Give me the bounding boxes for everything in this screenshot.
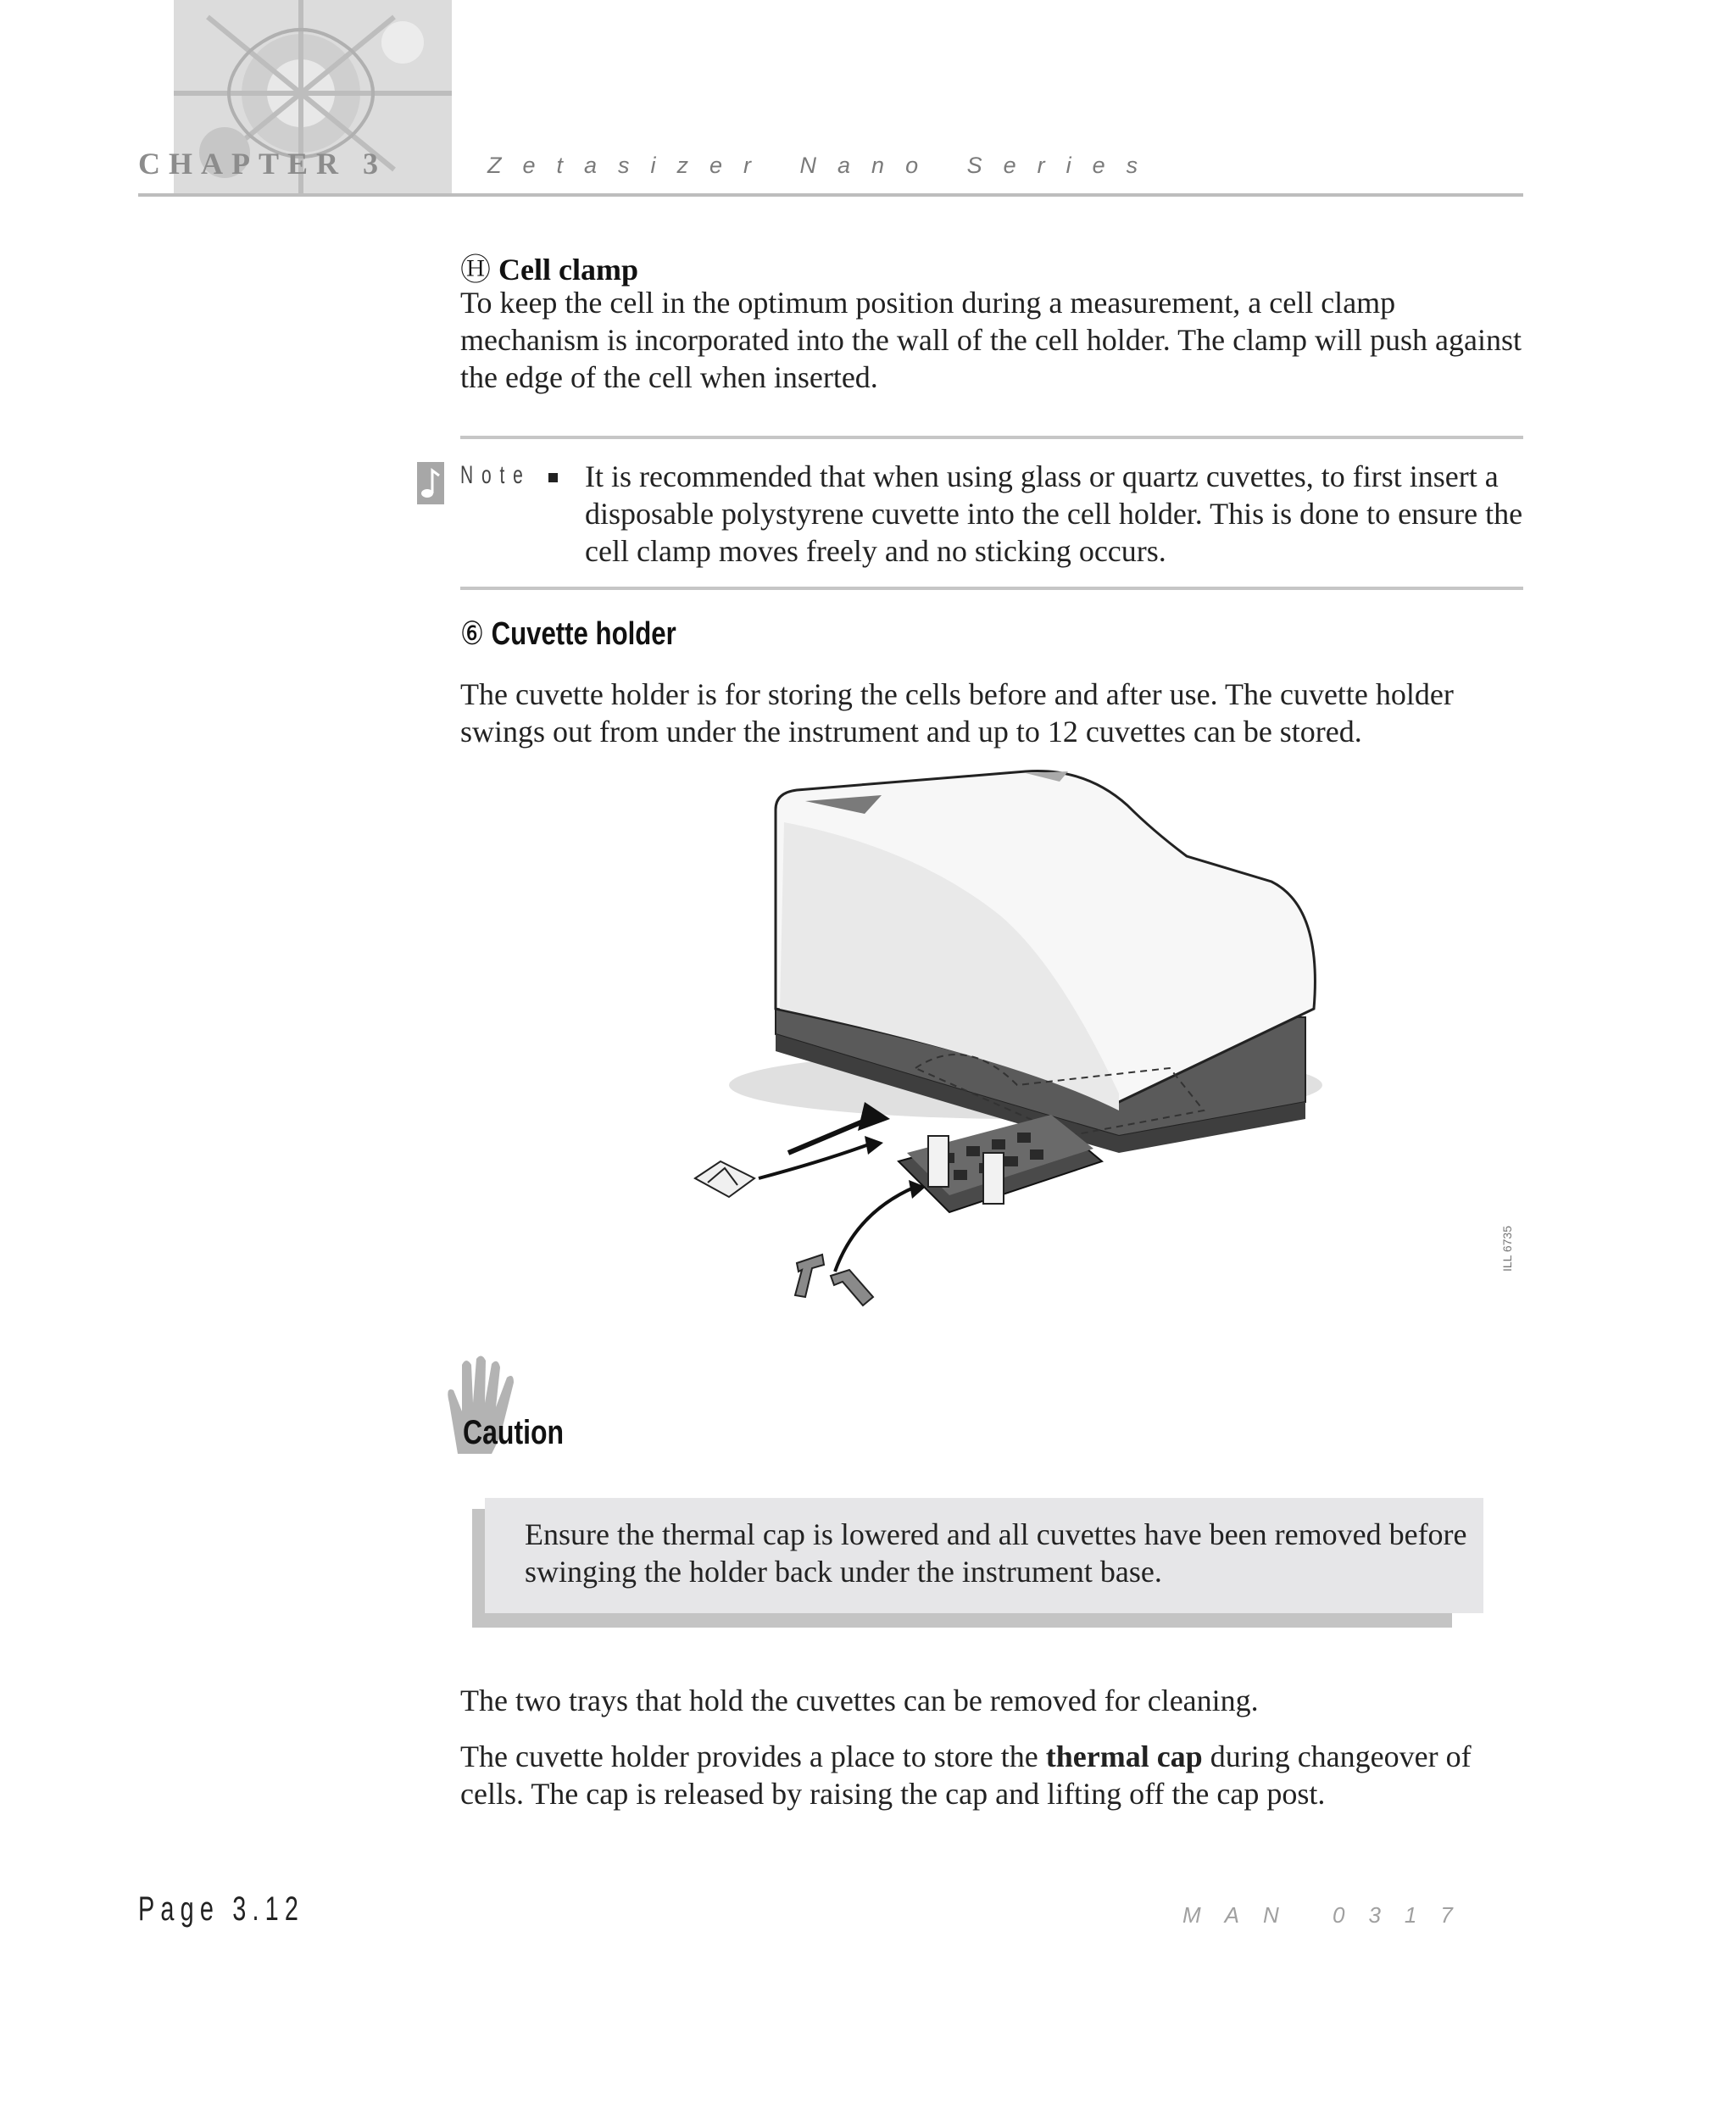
thermal-cap-paragraph — [460, 1738, 1528, 1812]
cell-clamp-body: To keep the cell in the optimum position during a measurement, a cell clamp mechanism is incorporated into the wall of the cell holder. The clamp will push against the edge of the cell when inserted. — [460, 286, 1522, 394]
series-title: Zetasizer Nano Series — [487, 153, 1160, 178]
note-text: It is recommended that when using glass or quartz cuvettes, to first insert a disposable polystyrene cuvette into the cell holder. This is done to ensure the cell clamp moves freely and no sticking occurs. — [585, 459, 1523, 568]
cuvette-holder-title: Cuvette holder — [491, 616, 676, 652]
cuvette-holder-body: The cuvette holder is for storing the cells before and after use. The cuvette holder swings out from under the instrument and up to 12 cuvettes can be stored. — [460, 677, 1454, 749]
caution-title: Caution — [463, 1414, 565, 1451]
instrument-cuvette-holder-illustration — [661, 763, 1356, 1322]
trays-paragraph: The two trays that hold the cuvettes can be removed for cleaning. — [460, 1684, 1259, 1717]
thermal-cap-text-after: during changeover of cells. The cap is released by raising the cap and lifting off the cap post. — [460, 1739, 1472, 1811]
document-code: MAN 0317 — [1182, 1902, 1477, 1928]
thermal-cap-term: thermal cap — [1045, 1739, 1203, 1773]
header-divider — [138, 193, 1523, 197]
cuvette-holder-marker: ⑥ — [460, 616, 484, 652]
note-bullet — [548, 473, 558, 482]
cell-clamp-marker: Ⓗ — [460, 253, 492, 287]
cell-clamp-heading — [460, 246, 638, 289]
page-number: Page 3.12 — [138, 1890, 305, 1928]
thermal-cap-text-before: The cuvette holder provides a place to store the — [460, 1739, 1046, 1773]
illustration-reference-label: ILL 6735 — [1500, 1226, 1514, 1272]
chapter-label: CHAPTER 3 — [138, 147, 387, 181]
caution-text: Ensure the thermal cap is lowered and all cuvettes have been removed before swinging the holder back under the instrument base. — [525, 1517, 1467, 1589]
note-bottom-divider — [460, 587, 1523, 590]
note-label: Note — [460, 461, 531, 489]
music-note-icon — [417, 462, 444, 504]
cell-clamp-title: Cell clamp — [498, 253, 638, 287]
note-top-divider — [460, 436, 1523, 439]
cuvette-holder-heading — [460, 615, 676, 653]
